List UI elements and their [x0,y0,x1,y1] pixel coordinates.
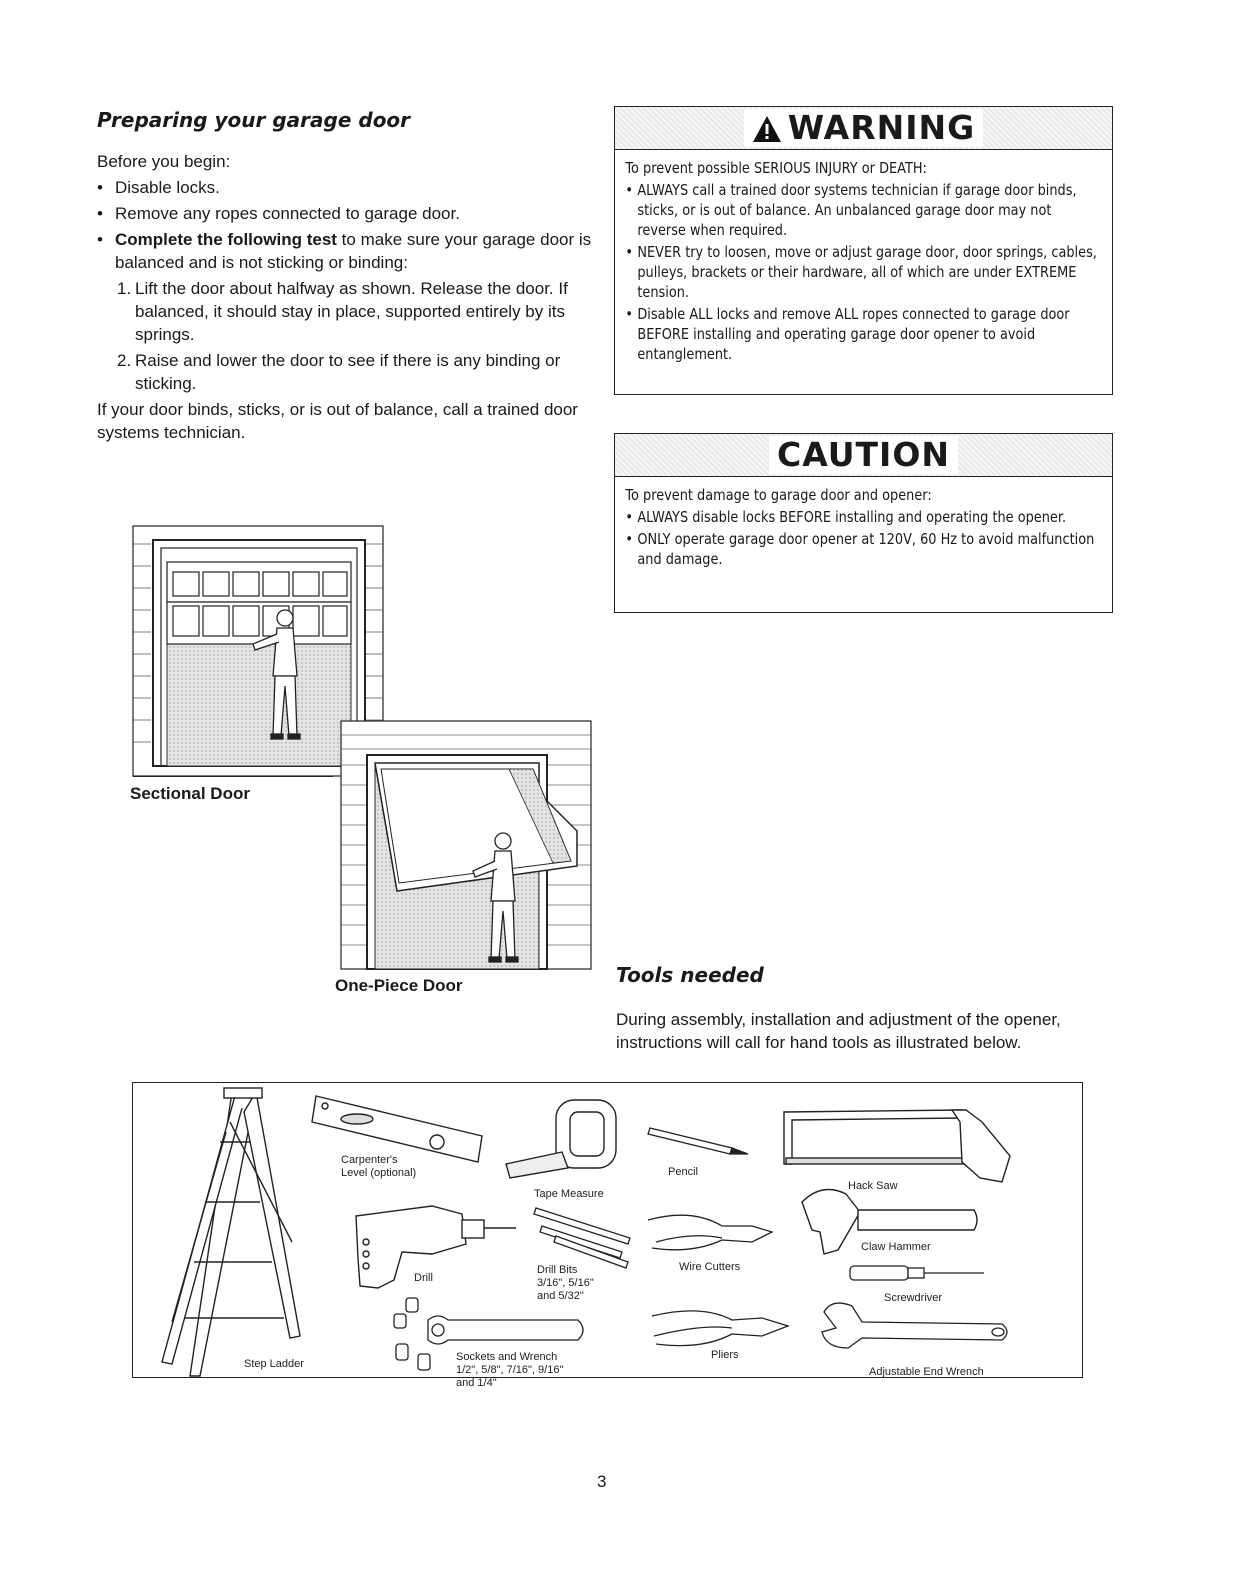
bullet-balance-test-rest: to make sure your garage door is balanced and is not sticking or binding: [115,230,592,272]
tape-measure-icon [506,1100,616,1178]
warning-box [614,106,1113,395]
caution-body [615,477,1109,577]
intro-text: Before you begin: [97,152,231,171]
step-1-text: Lift the door about halfway as shown. Release the door. If balanced, it should stay in place, supported entirely by its springs. [135,279,568,344]
caution-title: CAUTION [769,436,958,474]
warning-intro: To prevent possible SERIOUS INJURY or DEATH: [625,159,927,177]
one-piece-door-caption: One-Piece Door [335,976,463,995]
caution-intro: To prevent damage to garage door and opener: [625,486,932,504]
sockets-wrench-label [456,1351,563,1390]
step-1 [97,277,592,346]
bullet-balance-test-bold: Complete the following test [115,230,337,249]
warning-title [744,109,983,147]
step-2-number: 2. [117,351,132,370]
hack-saw-label: Hack Saw [848,1180,898,1192]
closing-text: If your door binds, sticks, or is out of balance, call a trained door systems technician. [97,400,578,442]
sockets-label-line1: Sockets and Wrench [456,1351,558,1363]
step-1-number: 1. [117,279,132,298]
level-label-line1: Carpenter's [341,1154,398,1166]
warning-title-text: WARNING [787,108,976,147]
step-2-text: Raise and lower the door to see if there is any binding or sticking. [135,351,561,393]
screwdriver-label: Screwdriver [884,1292,943,1304]
pencil-icon [648,1128,748,1154]
step-ladder-label: Step Ladder [244,1358,304,1370]
caution-item: • ONLY operate garage door opener at 120V, 60 Hz to avoid malfunction and damage. [625,529,1098,569]
caution-box [614,433,1113,613]
sectional-door-caption: Sectional Door [130,784,250,803]
step-2 [97,349,592,395]
preparing-heading: Preparing your garage door [97,108,411,132]
wire-cutters-icon [648,1215,772,1250]
pliers-label: Pliers [711,1349,739,1361]
page-number: 3 [597,1472,607,1491]
drill-bits-label-line3: and 5/32" [537,1290,584,1302]
pliers-icon [652,1311,788,1346]
step-ladder-icon [162,1088,300,1376]
warning-item: • NEVER try to loosen, move or adjust garage door, door springs, cables, pulleys, brackets or their hardware, all of which are under EXTREME tension. [625,242,1098,302]
adjustable-wrench-label: Adjustable End Wrench [869,1366,984,1378]
one-piece-door-illustration [341,721,593,971]
drill-bits-label-line1: Drill Bits [537,1264,578,1276]
warning-triangle-icon [752,115,782,143]
claw-hammer-label: Claw Hammer [861,1241,931,1253]
bullet-disable-locks: • Disable locks. [97,176,592,199]
drill-bits-icon [534,1208,630,1268]
tools-heading: Tools needed [616,963,764,987]
tools-illustrations [132,1082,1082,1378]
tools-description: During assembly, installation and adjustment of the opener, instructions will call for hand tools as illustrated below. [616,1010,1061,1052]
bullet-balance-test [97,228,592,274]
level-label-line2: Level (optional) [341,1167,417,1179]
drill-label: Drill [414,1272,433,1284]
drill-icon [356,1206,516,1288]
bullet-remove-ropes: • Remove any ropes connected to garage door. [97,202,592,225]
adjustable-wrench-icon [822,1303,1007,1348]
caution-item: • ALWAYS disable locks BEFORE installing and operating the opener. [625,507,1098,527]
level-icon [312,1096,482,1162]
drill-bits-label-line2: 3/16", 5/16" [537,1277,594,1289]
sockets-label-line2: 1/2", 5/8", 7/16", 9/16" [456,1364,564,1376]
warning-item: • ALWAYS call a trained door systems technician if garage door binds, sticks, or is out of balance. An unbalanced garage door may not reverse when required. [625,180,1098,240]
screwdriver-icon [850,1266,984,1280]
warning-body [615,150,1109,372]
tape-measure-label: Tape Measure [534,1188,604,1200]
sockets-label-line3: and 1/4" [456,1377,497,1389]
preparing-section [97,150,592,444]
warning-item: • Disable ALL locks and remove ALL ropes connected to garage door BEFORE installing and operating garage door opener to avoid entanglement. [625,304,1098,364]
hack-saw-icon [784,1110,1010,1182]
caution-banner [615,434,1112,477]
pencil-label: Pencil [668,1166,698,1178]
wire-cutters-label: Wire Cutters [679,1261,741,1273]
warning-banner [615,107,1112,150]
drill-bits-label [537,1264,594,1303]
level-label [341,1154,416,1180]
sectional-baseline [133,776,333,777]
